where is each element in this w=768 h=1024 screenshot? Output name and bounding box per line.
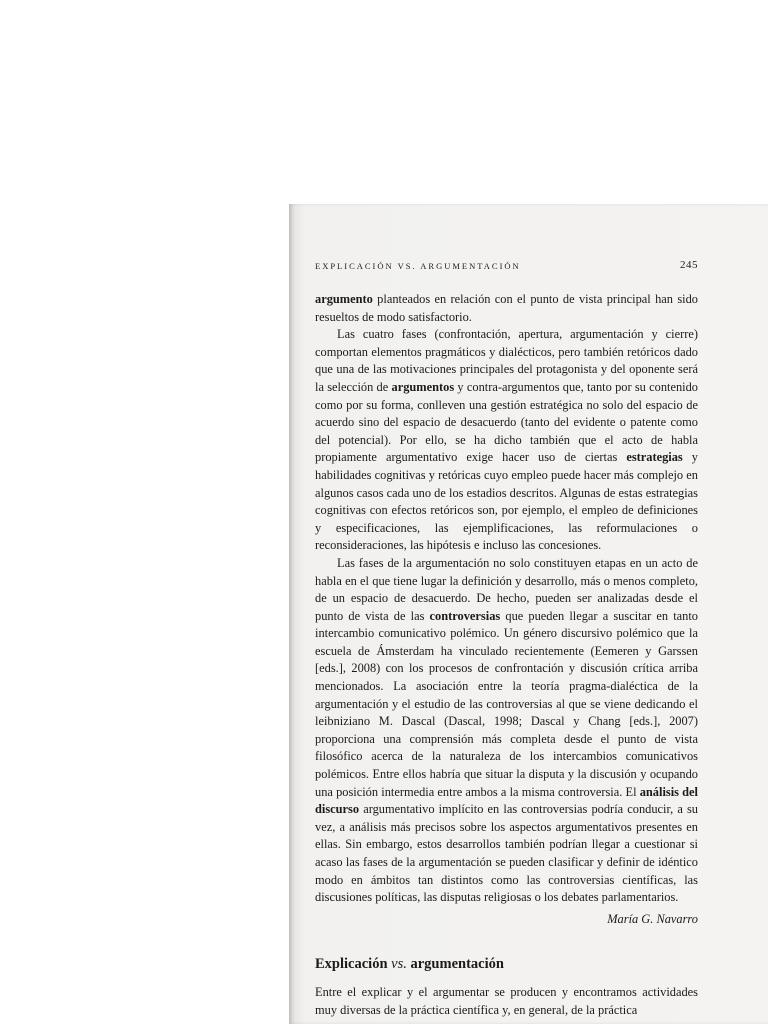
page-number: 245: [680, 259, 698, 271]
running-title: EXPLICACIÓN VS. ARGUMENTACIÓN: [315, 261, 521, 271]
text-run: argumentativo implícito en las controversias podría conducir, a su vez, a análisis más precisos sobre los aspectos argumentativos presentes en ellas. Sin embargo, estos desarrollos también podrían llegar a cuestionar si acaso las fases de la argumentación se pueden clasificar y definir de idéntico modo en ámbitos tan distintos como las controversias científicas, las discusiones políticas, las disputas religiosas o los debates parlamentarios.: [315, 802, 698, 905]
section-heading-part3: argumentación: [406, 956, 504, 973]
paragraph-4: Entre el explicar y el argumentar se producen y encontramos actividades muy diversas de la práctica científica y, en general, de la práctica: [315, 984, 698, 1017]
paragraph-3: [315, 555, 698, 907]
bold-term: estrategias: [626, 450, 683, 465]
text-run: que pueden llegar a suscitar en tanto intercambio comunicativo polémico. Un género discursivo polémico que la escuela de Ámsterdam ha vinculado recientemente (Eemeren y Garssen [eds.], 2008) con los procesos de confrontación y discusión crítica arriba mencionados. La asociación entre la teoría pragma-dialéctica de la argumentación y el estudio de las controversias al que se viene dedicando el leibniziano M. Dascal (Dascal, 1998; Dascal y Chang [eds.], 2007) proporciona una comprensión más completa desde el punto de vista filosófico acerca de la naturaleza de los intercambios comunicativos polémicos. Entre ellos habría que situar la disputa y la discusión y ocupando una posición intermedia entre ambos a la misma controversia. El: [315, 608, 698, 799]
paragraph-2: [315, 326, 698, 555]
running-header: [315, 260, 698, 274]
section-heading-vs: vs.: [391, 956, 407, 973]
page-text: [315, 291, 698, 1019]
text-run: Las fases de la argumentación no solo constituyen etapas en un acto de habla en el que tiene lugar la definición y desarrollo, más o menos completo, de un espacio de desacuerdo. De hecho, pueden ser analizadas desde el punto de vista de las: [315, 555, 698, 623]
bold-term: argumentos: [391, 379, 455, 394]
text-run: planteados en relación con el punto de vista principal han sido resueltos de modo satisfactorio.: [315, 292, 698, 324]
text-run: y habilidades cognitivas y retóricas cuyo empleo puede hacer más complejo en algunos casos cada uno de los estadios descritos. Algunas de estas estrategias cognitivas con efectos retóricos son, por ejemplo, el empleo de definiciones y especificaciones, las ejemplificaciones, las reformulaciones o reconsideraciones, las hipótesis e incluso las concesiones.: [315, 450, 698, 553]
bold-term: controversias: [429, 608, 501, 623]
bold-term: argumento: [315, 292, 373, 306]
text-run: y contra-argumentos que, tanto por su contenido como por su forma, conlleven una gestión estratégica no solo del espacio de acuerdo sino del espacio de desacuerdo (tanto del evidente o patente como del potencial). Por ello, se ha dicho también que el acto de habla propiamente argumentativo exige hacer uso de ciertas: [315, 379, 698, 465]
bold-term: análisis del discurso: [315, 784, 698, 817]
section-heading: [315, 956, 698, 974]
author-signature: María G. Navarro: [607, 911, 698, 926]
paragraph-1: [315, 291, 698, 326]
text-run: Las cuatro fases (confrontación, apertura, argumentación y cierre) comportan elementos pragmáticos y dialécticos, pero también retóricos dado que una de las motivaciones principales del protagonista y del oponente será la selección de: [315, 327, 698, 394]
section-heading-part1: Explicación: [315, 956, 392, 973]
